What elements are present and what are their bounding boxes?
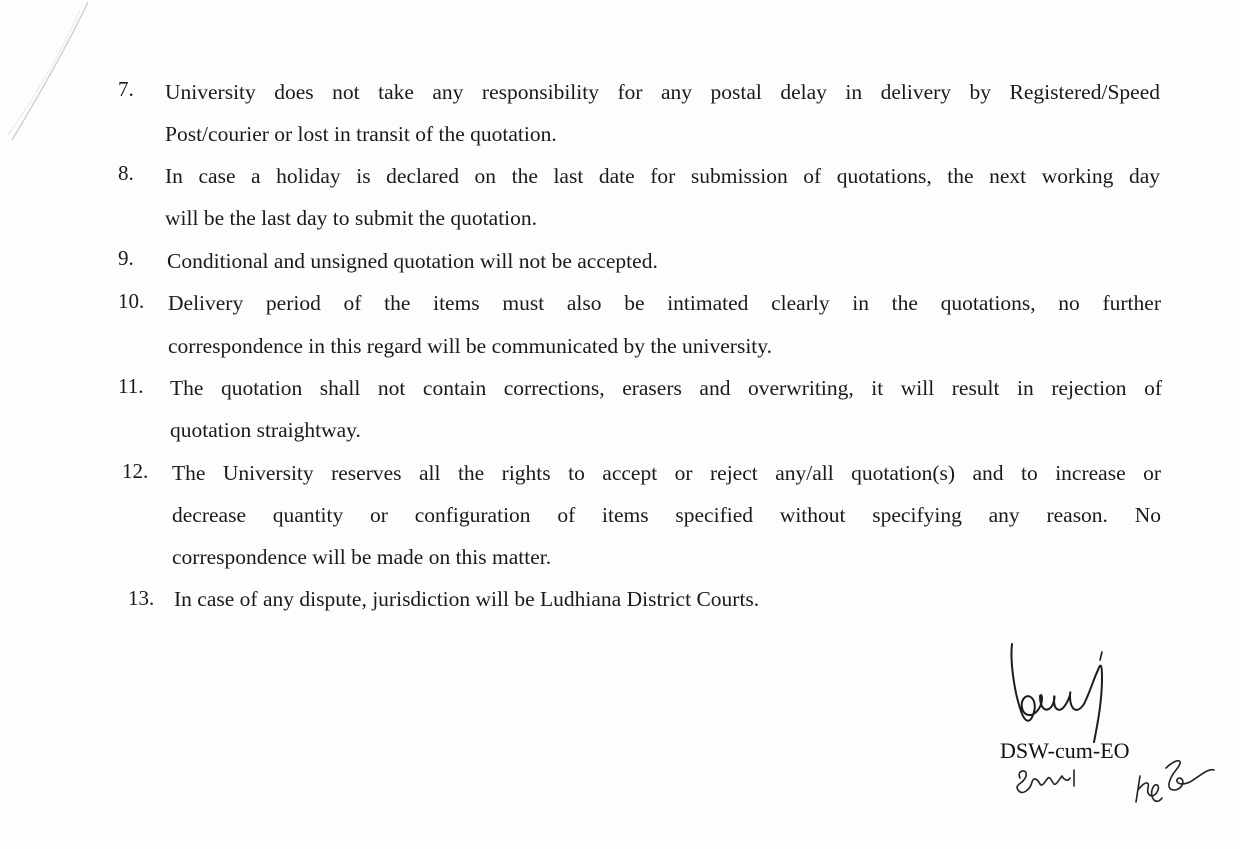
clause-number: 12. [122,459,149,483]
clause-text-line: Delivery period of the items must also be intimated clearly in the quotations, no further [168,291,1161,315]
clause-text-line: decrease quantity or configuration of items specified without specifying any reason. No [172,503,1161,527]
clause-text-line: Conditional and unsigned quotation will not be accepted. [167,249,658,273]
clause-text-line: In case of any dispute, jurisdiction will be Ludhiana District Courts. [174,587,760,611]
clause-text-line: The quotation shall not contain corrections, erasers and overwriting, it will result in rejection of [170,376,1162,400]
clause-number: 8. [118,161,134,185]
clause-text-line: quotation straightway. [170,418,361,442]
clause-text-line: correspondence will be made on this matter. [172,545,552,569]
clause-number: 13. [128,586,155,610]
handwritten-signature [990,630,1230,830]
clause-text-line: The University reserves all the rights to accept or reject any/all quotation(s) and to increase or [172,461,1161,485]
clause-number: 10. [118,289,145,313]
designation-label: DSW-cum-EO [1000,738,1130,763]
clause-text-line: will be the last day to submit the quotation. [165,206,538,230]
clause-number: 9. [118,246,134,270]
clause-number: 7. [118,77,134,101]
clause-text-line: In case a holiday is declared on the last date for submission of quotations, the next working day [165,164,1160,188]
clause-number: 11. [118,374,144,398]
clause-text-line: University does not take any responsibility for any postal delay in delivery by Registered/Speed [165,80,1160,104]
clause-text-line: correspondence in this regard will be communicated by the university. [168,334,773,358]
clause-text-line: Post/courier or lost in transit of the quotation. [165,122,557,146]
signature-block [990,630,1230,830]
